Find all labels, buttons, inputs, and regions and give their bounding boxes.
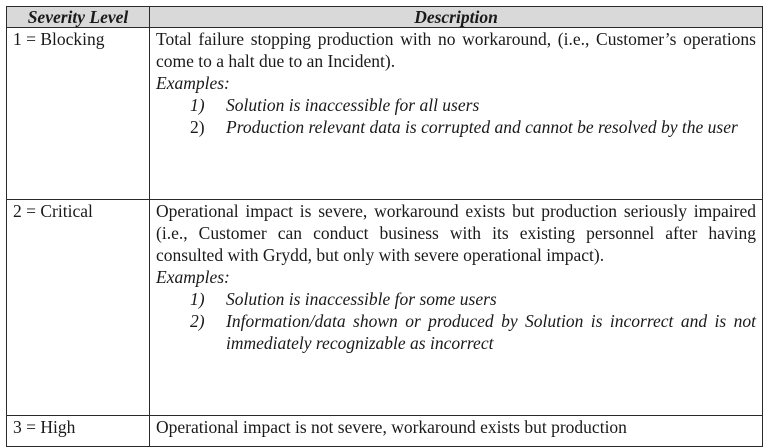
example-text: Production relevant data is corrupted and cannot be resolved by the user [226,117,738,137]
example-text: Information/data shown or produced by Solution is incorrect and is not immediately recognizable as incorrect [226,311,756,353]
severity-level-cell: 1 = Blocking [7,28,150,200]
table-row [7,28,763,200]
description-text: Total failure stopping production with no workaround, (i.e., Customer’s operations come to a halt due to an Incident). [156,29,756,71]
example-text: Solution is inaccessible for some users [226,289,497,309]
example-item [156,116,756,138]
severity-level-cell: 2 = Critical [7,200,150,416]
description-text: Operational impact is not severe, workaround exists but production [156,417,627,437]
example-number: 2) [190,311,205,331]
description-cell [150,200,763,416]
severity-level-cell: 3 = High [7,416,150,447]
examples-label: Examples: [156,73,230,93]
header-severity-level: Severity Level [7,7,150,28]
header-description: Description [150,7,763,28]
description-text: Operational impact is severe, workaround exists but production seriously impaired (i.e., Customer can conduct business with its existing personnel after having consulted with Grydd, but only with severe operational impact). [156,201,756,265]
example-item [156,288,756,310]
example-item [156,94,756,116]
examples-list [156,94,756,138]
table-header-row [7,7,763,28]
description-cell [150,416,763,447]
examples-list [156,288,756,354]
example-text: Solution is inaccessible for all users [226,95,480,115]
examples-label: Examples: [156,267,230,287]
example-number: 1) [190,95,205,115]
table-row [7,200,763,416]
table-row [7,416,763,447]
example-number: 2) [190,117,205,137]
severity-level-table [6,6,763,447]
description-cell [150,28,763,200]
example-item [156,310,756,354]
example-number: 1) [190,289,205,309]
